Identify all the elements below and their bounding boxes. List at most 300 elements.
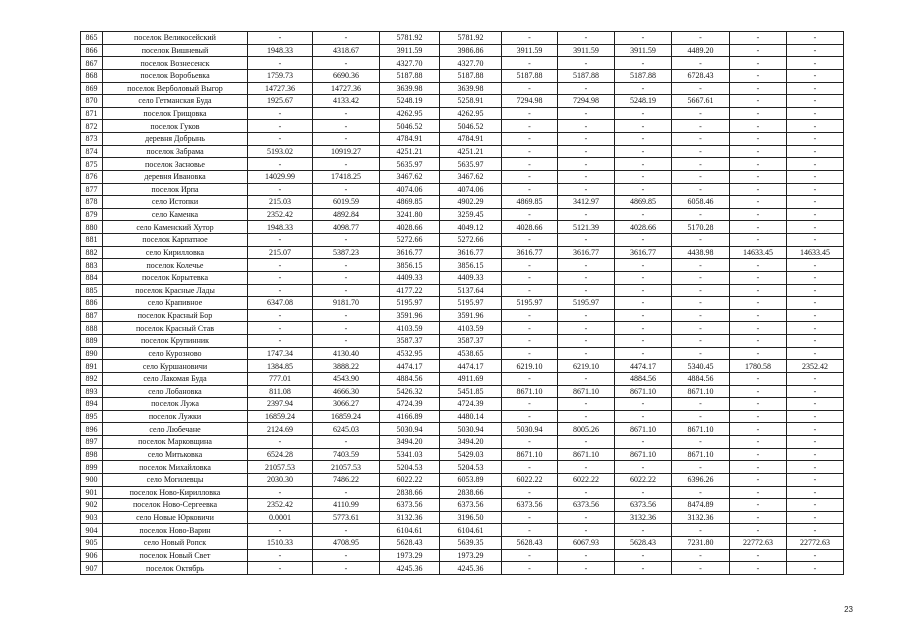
table-row — [81, 107, 844, 120]
value-cell-c7: - — [615, 410, 672, 423]
value-cell-c5: 4028.66 — [502, 221, 558, 234]
value-cell-c8: 4489.20 — [672, 44, 730, 57]
value-cell-c5: 7294.98 — [502, 95, 558, 108]
value-cell-c4: 6373.56 — [440, 499, 502, 512]
value-cell-c1: - — [248, 271, 313, 284]
value-cell-c8: - — [672, 549, 730, 562]
value-cell-c2: 21057.53 — [313, 461, 380, 474]
value-cell-c9: - — [730, 486, 787, 499]
value-cell-c4: 4049.12 — [440, 221, 502, 234]
value-cell-c1: 215.03 — [248, 196, 313, 209]
value-cell-c7: 5628.43 — [615, 537, 672, 550]
value-cell-c10: - — [787, 208, 844, 221]
value-cell-c5: - — [502, 309, 558, 322]
value-cell-c7: - — [615, 259, 672, 272]
value-cell-c10: - — [787, 158, 844, 171]
value-cell-c2: 7486.22 — [313, 473, 380, 486]
table-row — [81, 208, 844, 221]
value-cell-c5: 5195.97 — [502, 297, 558, 310]
value-cell-c9: - — [730, 448, 787, 461]
value-cell-c9: - — [730, 473, 787, 486]
row-number-cell: 886 — [81, 297, 103, 310]
value-cell-c3: 5635.97 — [380, 158, 440, 171]
value-cell-c5: - — [502, 271, 558, 284]
value-cell-c7: - — [615, 82, 672, 95]
row-number-cell: 867 — [81, 57, 103, 70]
value-cell-c5: - — [502, 322, 558, 335]
value-cell-c4: 4409.33 — [440, 271, 502, 284]
value-cell-c7: 8671.10 — [615, 385, 672, 398]
value-cell-c7: - — [615, 183, 672, 196]
value-cell-c4: 3591.96 — [440, 309, 502, 322]
value-cell-c5: - — [502, 82, 558, 95]
row-number-cell: 870 — [81, 95, 103, 108]
row-number-cell: 875 — [81, 158, 103, 171]
value-cell-c6: - — [558, 410, 615, 423]
value-cell-c2: 4318.67 — [313, 44, 380, 57]
value-cell-c8: 4438.98 — [672, 246, 730, 259]
settlement-name-cell: поселок Воробьевка — [103, 69, 248, 82]
value-cell-c8: - — [672, 271, 730, 284]
value-cell-c3: 5187.88 — [380, 69, 440, 82]
settlement-name-cell: поселок Красные Лады — [103, 284, 248, 297]
value-cell-c1: - — [248, 259, 313, 272]
value-cell-c5: 8671.10 — [502, 448, 558, 461]
value-cell-c7: 6022.22 — [615, 473, 672, 486]
value-cell-c5: 3911.59 — [502, 44, 558, 57]
value-cell-c6: 5187.88 — [558, 69, 615, 82]
table-row — [81, 372, 844, 385]
value-cell-c6: - — [558, 549, 615, 562]
value-cell-c10: - — [787, 410, 844, 423]
value-cell-c6: - — [558, 32, 615, 45]
value-cell-c9: - — [730, 158, 787, 171]
value-cell-c5: - — [502, 57, 558, 70]
row-number-cell: 891 — [81, 360, 103, 373]
settlement-name-cell: поселок Ирпа — [103, 183, 248, 196]
value-cell-c9: - — [730, 549, 787, 562]
value-cell-c2: 5387.23 — [313, 246, 380, 259]
value-cell-c1: - — [248, 524, 313, 537]
value-cell-c3: 4784.91 — [380, 133, 440, 146]
value-cell-c9: 14633.45 — [730, 246, 787, 259]
value-cell-c1: 1759.73 — [248, 69, 313, 82]
settlement-name-cell: поселок Грищовка — [103, 107, 248, 120]
value-cell-c8: 5170.28 — [672, 221, 730, 234]
value-cell-c4: 3196.50 — [440, 511, 502, 524]
value-cell-c10: - — [787, 461, 844, 474]
value-cell-c8: - — [672, 145, 730, 158]
value-cell-c4: 3467.62 — [440, 170, 502, 183]
settlement-name-cell: село Митьковка — [103, 448, 248, 461]
settlement-name-cell: село Гетманская Буда — [103, 95, 248, 108]
value-cell-c3: 4166.89 — [380, 410, 440, 423]
value-cell-c8: - — [672, 524, 730, 537]
value-cell-c7: 5248.19 — [615, 95, 672, 108]
table-body — [81, 32, 844, 575]
value-cell-c1: - — [248, 107, 313, 120]
value-cell-c5: - — [502, 259, 558, 272]
value-cell-c7: - — [615, 486, 672, 499]
value-cell-c6: - — [558, 398, 615, 411]
value-cell-c9: - — [730, 423, 787, 436]
value-cell-c7: - — [615, 398, 672, 411]
value-cell-c3: 3616.77 — [380, 246, 440, 259]
value-cell-c9: - — [730, 398, 787, 411]
table-row — [81, 537, 844, 550]
value-cell-c8: - — [672, 57, 730, 70]
value-cell-c8: 8671.10 — [672, 385, 730, 398]
value-cell-c1: - — [248, 309, 313, 322]
settlement-name-cell: поселок Ново-Кирилловка — [103, 486, 248, 499]
value-cell-c7: - — [615, 170, 672, 183]
table-row — [81, 196, 844, 209]
value-cell-c2: 4666.30 — [313, 385, 380, 398]
table-row — [81, 385, 844, 398]
value-cell-c2: - — [313, 234, 380, 247]
value-cell-c10: - — [787, 183, 844, 196]
value-cell-c7: - — [615, 271, 672, 284]
value-cell-c3: 3467.62 — [380, 170, 440, 183]
table-row — [81, 309, 844, 322]
table-row — [81, 259, 844, 272]
settlement-name-cell: поселок Красный Бор — [103, 309, 248, 322]
value-cell-c4: 5258.91 — [440, 95, 502, 108]
value-cell-c8: - — [672, 133, 730, 146]
value-cell-c4: 3639.98 — [440, 82, 502, 95]
value-cell-c9: - — [730, 82, 787, 95]
value-cell-c1: 777.01 — [248, 372, 313, 385]
value-cell-c10: - — [787, 57, 844, 70]
table-row — [81, 82, 844, 95]
row-number-cell: 877 — [81, 183, 103, 196]
value-cell-c8: - — [672, 183, 730, 196]
value-cell-c7: 5187.88 — [615, 69, 672, 82]
value-cell-c2: - — [313, 183, 380, 196]
value-cell-c6: 6373.56 — [558, 499, 615, 512]
value-cell-c2: 6019.59 — [313, 196, 380, 209]
value-cell-c5: - — [502, 347, 558, 360]
value-cell-c10: - — [787, 44, 844, 57]
value-cell-c1: 2124.69 — [248, 423, 313, 436]
value-cell-c3: 6022.22 — [380, 473, 440, 486]
table-row — [81, 423, 844, 436]
value-cell-c4: 5635.97 — [440, 158, 502, 171]
value-cell-c7: - — [615, 32, 672, 45]
value-cell-c3: 5426.32 — [380, 385, 440, 398]
value-cell-c2: - — [313, 133, 380, 146]
value-cell-c10: - — [787, 297, 844, 310]
value-cell-c8: - — [672, 259, 730, 272]
value-cell-c9: 22772.63 — [730, 537, 787, 550]
row-number-cell: 893 — [81, 385, 103, 398]
value-cell-c3: 4245.36 — [380, 562, 440, 575]
value-cell-c6: - — [558, 234, 615, 247]
row-number-cell: 889 — [81, 335, 103, 348]
value-cell-c2: 4098.77 — [313, 221, 380, 234]
value-cell-c1: - — [248, 158, 313, 171]
value-cell-c3: 5781.92 — [380, 32, 440, 45]
settlement-name-cell: поселок Колечье — [103, 259, 248, 272]
value-cell-c10: - — [787, 170, 844, 183]
value-cell-c10: - — [787, 120, 844, 133]
value-cell-c8: - — [672, 234, 730, 247]
value-cell-c5: - — [502, 170, 558, 183]
row-number-cell: 879 — [81, 208, 103, 221]
value-cell-c6: 8671.10 — [558, 385, 615, 398]
value-cell-c10: - — [787, 335, 844, 348]
value-cell-c8: - — [672, 120, 730, 133]
value-cell-c9: - — [730, 271, 787, 284]
value-cell-c7: 8671.10 — [615, 448, 672, 461]
value-cell-c2: 14727.36 — [313, 82, 380, 95]
row-number-cell: 898 — [81, 448, 103, 461]
row-number-cell: 873 — [81, 133, 103, 146]
row-number-cell: 878 — [81, 196, 103, 209]
table-row — [81, 448, 844, 461]
settlement-name-cell: поселок Красный Став — [103, 322, 248, 335]
value-cell-c6: - — [558, 284, 615, 297]
value-cell-c9: - — [730, 309, 787, 322]
value-cell-c5: - — [502, 183, 558, 196]
table-row — [81, 473, 844, 486]
value-cell-c6: - — [558, 486, 615, 499]
value-cell-c2: - — [313, 335, 380, 348]
value-cell-c6: 8005.26 — [558, 423, 615, 436]
value-cell-c4: 3494.20 — [440, 436, 502, 449]
value-cell-c10: - — [787, 347, 844, 360]
value-cell-c7: - — [615, 335, 672, 348]
value-cell-c3: 4251.21 — [380, 145, 440, 158]
row-number-cell: 883 — [81, 259, 103, 272]
value-cell-c9: - — [730, 297, 787, 310]
value-cell-c8: - — [672, 486, 730, 499]
value-cell-c5: 6219.10 — [502, 360, 558, 373]
row-number-cell: 905 — [81, 537, 103, 550]
value-cell-c3: 1973.29 — [380, 549, 440, 562]
value-cell-c9: - — [730, 461, 787, 474]
value-cell-c5: - — [502, 158, 558, 171]
value-cell-c8: - — [672, 297, 730, 310]
value-cell-c3: 4327.70 — [380, 57, 440, 70]
value-cell-c1: - — [248, 120, 313, 133]
value-cell-c2: - — [313, 259, 380, 272]
value-cell-c6: 7294.98 — [558, 95, 615, 108]
value-cell-c9: - — [730, 107, 787, 120]
value-cell-c4: 3587.37 — [440, 335, 502, 348]
value-cell-c1: 14029.99 — [248, 170, 313, 183]
value-cell-c5: - — [502, 549, 558, 562]
value-cell-c5: - — [502, 133, 558, 146]
settlement-name-cell: деревня Ивановка — [103, 170, 248, 183]
value-cell-c10: - — [787, 82, 844, 95]
value-cell-c9: - — [730, 183, 787, 196]
settlement-name-cell: поселок Вознесенск — [103, 57, 248, 70]
value-cell-c9: - — [730, 170, 787, 183]
value-cell-c8: 6058.46 — [672, 196, 730, 209]
settlement-name-cell: поселок Верболовый Выгор — [103, 82, 248, 95]
value-cell-c4: 4724.39 — [440, 398, 502, 411]
value-cell-c7: - — [615, 234, 672, 247]
value-cell-c6: - — [558, 120, 615, 133]
value-cell-c6: - — [558, 461, 615, 474]
value-cell-c5: - — [502, 486, 558, 499]
value-cell-c4: 5046.52 — [440, 120, 502, 133]
value-cell-c6: 8671.10 — [558, 448, 615, 461]
value-cell-c7: 4474.17 — [615, 360, 672, 373]
settlement-name-cell: село Кирилловка — [103, 246, 248, 259]
row-number-cell: 884 — [81, 271, 103, 284]
value-cell-c5: 5030.94 — [502, 423, 558, 436]
settlement-name-cell: село Могилевцы — [103, 473, 248, 486]
value-cell-c5: 3616.77 — [502, 246, 558, 259]
value-cell-c4: 3259.45 — [440, 208, 502, 221]
settlement-name-cell: село Новый Ропск — [103, 537, 248, 550]
value-cell-c7: 3132.36 — [615, 511, 672, 524]
value-cell-c6: - — [558, 145, 615, 158]
value-cell-c9: - — [730, 335, 787, 348]
value-cell-c2: - — [313, 158, 380, 171]
value-cell-c5: - — [502, 372, 558, 385]
value-cell-c2: 17418.25 — [313, 170, 380, 183]
value-cell-c6: - — [558, 208, 615, 221]
value-cell-c8: - — [672, 461, 730, 474]
value-cell-c1: - — [248, 133, 313, 146]
row-number-cell: 895 — [81, 410, 103, 423]
value-cell-c2: 3066.27 — [313, 398, 380, 411]
value-cell-c7: - — [615, 309, 672, 322]
value-cell-c4: 5639.35 — [440, 537, 502, 550]
value-cell-c10: - — [787, 196, 844, 209]
settlement-name-cell: село Куршановичи — [103, 360, 248, 373]
value-cell-c5: - — [502, 410, 558, 423]
value-cell-c7: - — [615, 107, 672, 120]
value-cell-c7: - — [615, 562, 672, 575]
value-cell-c4: 1973.29 — [440, 549, 502, 562]
settlement-price-table — [80, 31, 844, 575]
value-cell-c2: 9181.70 — [313, 297, 380, 310]
value-cell-c6: - — [558, 322, 615, 335]
value-cell-c6: - — [558, 183, 615, 196]
settlement-name-cell: поселок Октябрь — [103, 562, 248, 575]
row-number-cell: 907 — [81, 562, 103, 575]
row-number-cell: 902 — [81, 499, 103, 512]
settlement-name-cell: поселок Лужки — [103, 410, 248, 423]
value-cell-c1: 1510.33 — [248, 537, 313, 550]
table-row — [81, 271, 844, 284]
value-cell-c8: - — [672, 82, 730, 95]
table-row — [81, 486, 844, 499]
settlement-name-cell: поселок Вишневый — [103, 44, 248, 57]
value-cell-c4: 4911.69 — [440, 372, 502, 385]
settlement-name-cell: село Крапивное — [103, 297, 248, 310]
value-cell-c1: 2352.42 — [248, 499, 313, 512]
value-cell-c5: - — [502, 511, 558, 524]
value-cell-c5: - — [502, 461, 558, 474]
value-cell-c10: - — [787, 234, 844, 247]
settlement-name-cell: поселок Ново-Варин — [103, 524, 248, 537]
value-cell-c1: 5193.02 — [248, 145, 313, 158]
value-cell-c2: - — [313, 524, 380, 537]
value-cell-c7: - — [615, 347, 672, 360]
value-cell-c5: - — [502, 398, 558, 411]
value-cell-c1: - — [248, 234, 313, 247]
row-number-cell: 872 — [81, 120, 103, 133]
value-cell-c10: 22772.63 — [787, 537, 844, 550]
value-cell-c7: 8671.10 — [615, 423, 672, 436]
value-cell-c2: 4892.84 — [313, 208, 380, 221]
table-row — [81, 44, 844, 57]
value-cell-c3: 4869.85 — [380, 196, 440, 209]
value-cell-c10: - — [787, 511, 844, 524]
table-row — [81, 145, 844, 158]
value-cell-c2: 7403.59 — [313, 448, 380, 461]
settlement-name-cell: поселок Засновье — [103, 158, 248, 171]
row-number-cell: 906 — [81, 549, 103, 562]
value-cell-c8: - — [672, 562, 730, 575]
value-cell-c3: 4103.59 — [380, 322, 440, 335]
value-cell-c6: - — [558, 107, 615, 120]
value-cell-c2: - — [313, 271, 380, 284]
value-cell-c4: 4538.65 — [440, 347, 502, 360]
row-number-cell: 865 — [81, 32, 103, 45]
table-row — [81, 246, 844, 259]
value-cell-c8: 6396.26 — [672, 473, 730, 486]
value-cell-c1: - — [248, 57, 313, 70]
value-cell-c4: 4784.91 — [440, 133, 502, 146]
value-cell-c3: 3494.20 — [380, 436, 440, 449]
value-cell-c7: - — [615, 145, 672, 158]
value-cell-c3: 5046.52 — [380, 120, 440, 133]
settlement-name-cell: село Каменка — [103, 208, 248, 221]
settlement-name-cell: село Истопки — [103, 196, 248, 209]
settlement-name-cell: село Каменский Хутор — [103, 221, 248, 234]
table-row — [81, 284, 844, 297]
value-cell-c8: 4884.56 — [672, 372, 730, 385]
value-cell-c4: 4262.95 — [440, 107, 502, 120]
value-cell-c8: 6728.43 — [672, 69, 730, 82]
value-cell-c10: - — [787, 398, 844, 411]
value-cell-c4: 4474.17 — [440, 360, 502, 373]
value-cell-c3: 3856.15 — [380, 259, 440, 272]
table-row — [81, 347, 844, 360]
row-number-cell: 885 — [81, 284, 103, 297]
table-row — [81, 32, 844, 45]
value-cell-c4: 5429.03 — [440, 448, 502, 461]
value-cell-c6: - — [558, 309, 615, 322]
value-cell-c3: 3591.96 — [380, 309, 440, 322]
value-cell-c3: 4028.66 — [380, 221, 440, 234]
value-cell-c8: - — [672, 309, 730, 322]
value-cell-c9: - — [730, 347, 787, 360]
value-cell-c9: - — [730, 499, 787, 512]
value-cell-c6: - — [558, 511, 615, 524]
value-cell-c5: - — [502, 284, 558, 297]
value-cell-c4: 4902.29 — [440, 196, 502, 209]
value-cell-c9: 1780.58 — [730, 360, 787, 373]
value-cell-c9: - — [730, 562, 787, 575]
value-cell-c3: 4532.95 — [380, 347, 440, 360]
value-cell-c9: - — [730, 57, 787, 70]
value-cell-c2: - — [313, 32, 380, 45]
value-cell-c8: 7231.80 — [672, 537, 730, 550]
value-cell-c8: - — [672, 284, 730, 297]
value-cell-c1: - — [248, 183, 313, 196]
value-cell-c1: - — [248, 335, 313, 348]
value-cell-c1: 811.08 — [248, 385, 313, 398]
value-cell-c10: - — [787, 385, 844, 398]
value-cell-c1: - — [248, 322, 313, 335]
